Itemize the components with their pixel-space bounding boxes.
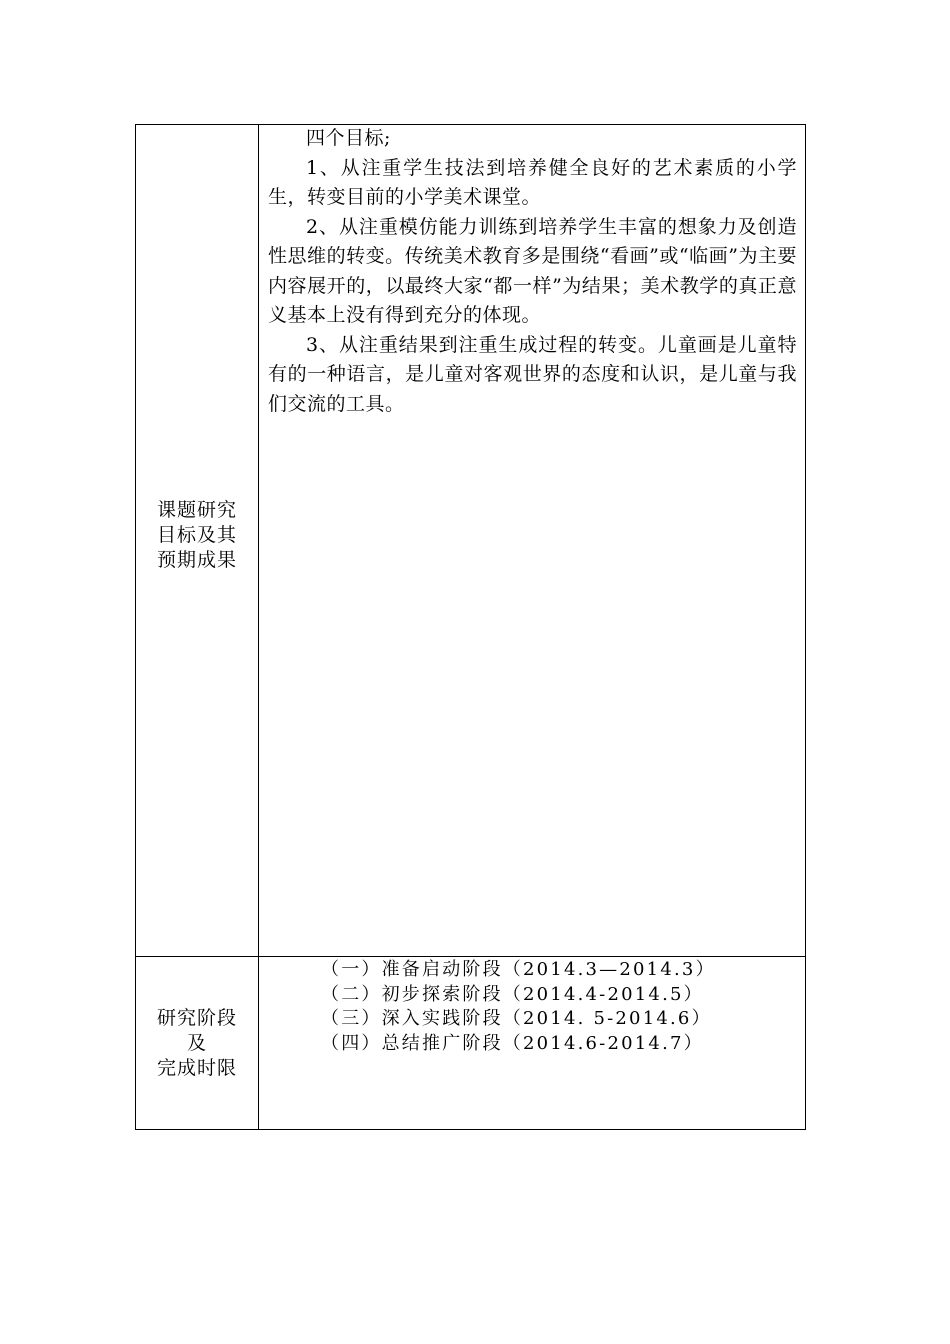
stages-label-cell [136, 957, 259, 1129]
goals-label-cell [136, 125, 259, 957]
goals-label-line: 预期成果 [156, 549, 237, 571]
goal-paragraph-3: 3、从注重结果到注重生成过程的转变。儿童画是儿童特有的一种语言，是儿童对客观世界的态度和认识，是儿童与我们交流的工具。 [268, 333, 797, 415]
stage-item: （三）深入实践阶段（2014. 5-2014.6） [321, 1008, 712, 1029]
goal-paragraph-1: 1、从注重学生技法到培养健全良好的艺术素质的小学生，转变目前的小学美术课堂。 [268, 156, 797, 208]
stages-label-line: 研究阶段 [156, 1006, 237, 1029]
goals-label [157, 498, 237, 573]
stages-label [157, 1006, 237, 1081]
goals-heading: 四个目标; [306, 127, 391, 149]
stages-label-line: 完成时限 [156, 1056, 237, 1079]
stage-item: （四）总结推广阶段（2014.6-2014.7） [321, 1032, 704, 1054]
stages-label-line: 及 [186, 1031, 207, 1054]
stages-content-cell [259, 957, 805, 1129]
stage-item: （一）准备启动阶段（2014.3—2014.3） [321, 959, 716, 980]
goals-content-cell [259, 125, 805, 957]
goals-label-line: 课题研究 [156, 499, 237, 521]
research-form-table [135, 124, 806, 1130]
stage-item: （二）初步探索阶段（2014.4-2014.5） [321, 983, 704, 1005]
goals-label-line: 目标及其 [156, 524, 237, 546]
goal-paragraph-2: 2、从注重模仿能力训练到培养学生丰富的想象力及创造性思维的转变。传统美术教育多是围绕“看画”或“临画”为主要内容展开的，以最终大家“都一样”为结果；美术教学的真正意义基本上没有得到充分的体现。 [268, 215, 797, 326]
